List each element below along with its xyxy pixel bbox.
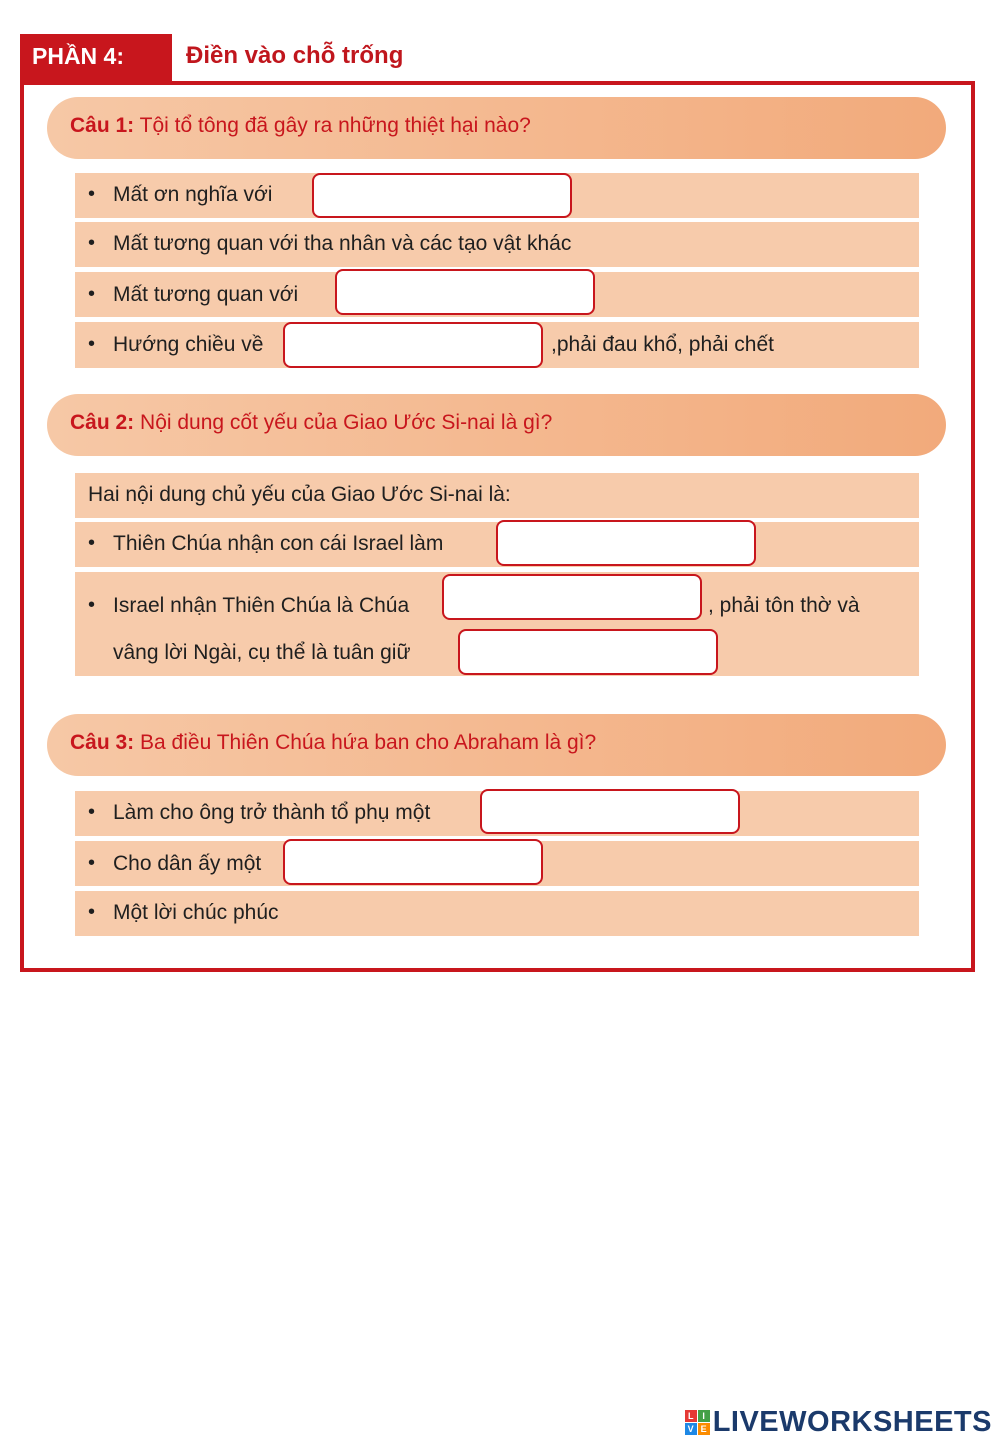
q2-item-2-text: Israel nhận Thiên Chúa là Chúa (113, 594, 410, 617)
q3-blank-2[interactable] (283, 839, 543, 885)
q2-blank-1[interactable] (496, 520, 756, 566)
q1-item-2 (75, 222, 919, 267)
bullet: • (88, 333, 96, 355)
bullet: • (88, 901, 96, 923)
bullet: • (88, 183, 96, 205)
liveworksheets-logo[interactable] (685, 1404, 992, 1440)
q1-item-3 (75, 272, 919, 317)
q2-item-1-text: Thiên Chúa nhận con cái Israel làm (113, 532, 444, 555)
part-title: Điền vào chỗ trống (186, 42, 404, 69)
bullet: • (88, 283, 96, 305)
bullet: • (88, 232, 96, 254)
q1-item-2-text: Mất tương quan với tha nhân và các tạo vật khác (113, 232, 572, 255)
q2-item-1 (75, 522, 919, 567)
q2-intro-text: Hai nội dung chủ yếu của Giao Ước Si-nai là: (88, 483, 511, 506)
q1-blank-1[interactable] (312, 173, 572, 218)
q3-item-3-text: Một lời chúc phúc (113, 901, 279, 924)
q2-blank-3[interactable] (458, 629, 718, 675)
question-1 (47, 97, 946, 159)
q2-item-2-line2: vâng lời Ngài, cụ thể là tuân giữ (113, 641, 411, 664)
q2-intro (75, 473, 919, 518)
logo-block-icon: E (698, 1423, 710, 1435)
q1-blank-3[interactable] (335, 269, 595, 315)
q1-item-1 (75, 173, 919, 218)
q1-item-1-text: Mất ơn nghĩa với (113, 183, 273, 206)
bullet: • (88, 532, 96, 554)
question-2-text: Nội dung cốt yếu của Giao Ước Si-nai là gì? (140, 411, 553, 434)
bullet: • (88, 801, 96, 823)
logo-block-icon: I (698, 1410, 710, 1422)
q2-blank-2[interactable] (442, 574, 702, 620)
bullet: • (88, 852, 96, 874)
q3-item-2 (75, 841, 919, 886)
bullet: • (88, 594, 96, 616)
q1-blank-4[interactable] (283, 322, 543, 368)
question-3-text: Ba điều Thiên Chúa hứa ban cho Abraham là gì? (140, 731, 597, 754)
logo-block-icon: L (685, 1410, 697, 1422)
logo-block-icon: V (685, 1423, 697, 1435)
part-label: PHẦN 4: (20, 34, 172, 82)
q1-item-4 (75, 322, 919, 368)
question-1-label: Câu 1: (70, 114, 135, 137)
q3-item-1 (75, 791, 919, 836)
logo-mark-icon (685, 1410, 710, 1435)
q2-item-2-suffix: , phải tôn thờ và (708, 594, 860, 617)
q3-blank-1[interactable] (480, 789, 740, 834)
q1-item-3-text: Mất tương quan với (113, 283, 299, 306)
question-2-label: Câu 2: (70, 411, 135, 434)
q3-item-3 (75, 891, 919, 936)
q1-item-4-suffix: ,phải đau khổ, phải chết (551, 333, 775, 356)
q2-item-2 (75, 572, 919, 676)
q3-item-2-text: Cho dân ấy một (113, 852, 262, 875)
question-2 (47, 394, 946, 456)
logo-text: LIVEWORKSHEETS (712, 1405, 992, 1438)
question-3 (47, 714, 946, 776)
q3-item-1-text: Làm cho ông trở thành tổ phụ một (113, 801, 431, 824)
question-3-label: Câu 3: (70, 731, 135, 754)
q1-item-4-text: Hướng chiều về (113, 333, 264, 356)
question-1-text: Tội tổ tông đã gây ra những thiệt hại nào? (139, 114, 531, 137)
